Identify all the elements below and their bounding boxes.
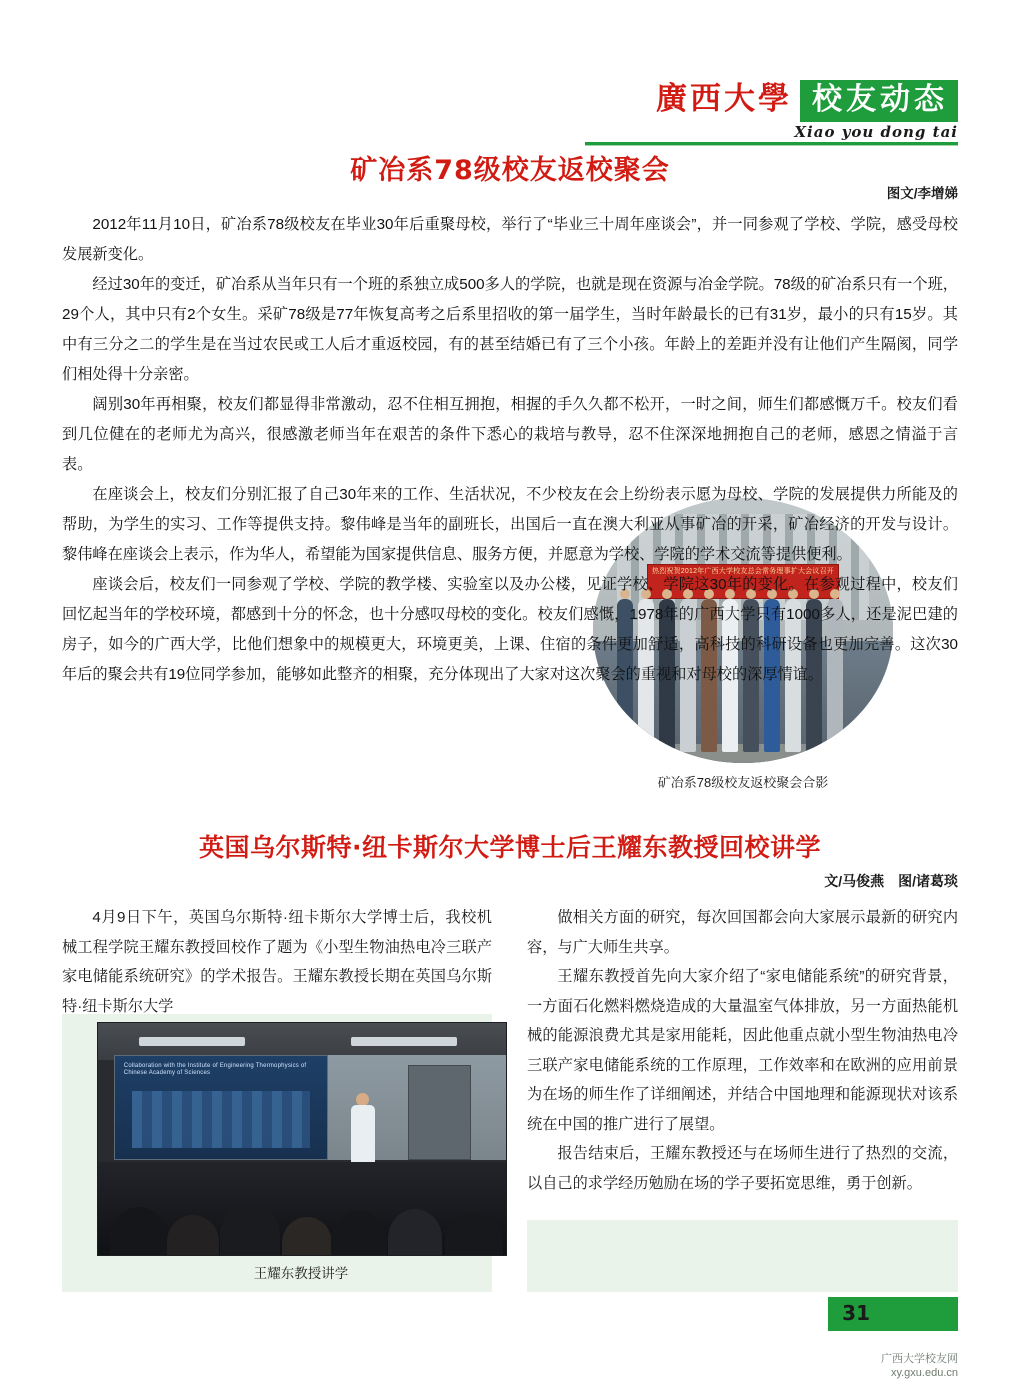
article2-paragraph: 王耀东教授首先向大家介绍了“家电储能系统”的研究背景，一方面石化燃料燃烧造成的大量温室气体排放，另一方面热能机械的能源浪费尤其是家用能耗，因此他重点就小型生物油热电冷三联产家电储能系统的工作原理，工作效率和在欧洲的应用前景为在场的师生作了详细阐述，并结合中国地理和能源现状对该系统在中国的推广进行了展望。 (527, 968, 958, 1133)
section-title-banner: 校友动态 (800, 80, 958, 122)
photo-speaker-body (351, 1105, 375, 1165)
masthead-rule-light (585, 145, 958, 146)
article1-photo-caption: 矿冶系78级校友返校聚会合影 (657, 775, 829, 790)
article1-paragraph: 座谈会后，校友们一同参观了学校、学院的教学楼、实验室以及办公楼，见证学校、学院这30年的变化。在参观过程中，校友们回忆起当年的学校环境，都感到十分的怀念，也十分感叹母校的变化。校友们感慨，1978年的广西大学只有1000多人，还是泥巴建的房子，如今的广西大学，比他们想象中的规模更大，环境更美，上课、住宿的条件更加舒适，高科技的科研设备也更加完善。这次30年后的聚会共有19位同学参加，能够如此整齐的相聚，充分体现出了大家对这次聚会的重视和对母校的深厚情谊。 (62, 576, 958, 683)
photo-door (408, 1065, 471, 1160)
projection-screen (114, 1055, 328, 1159)
lecture-photo (97, 1022, 507, 1256)
university-logo-text: 廣西大學 (656, 81, 792, 117)
article1-byline: 图文/李增娣 (886, 186, 958, 201)
article1-paragraph: 阔别30年再相聚，校友们都显得非常激动，忍不住相互拥抱，相握的手久久都不松开，一时之间，师生们都感慨万千。校友们看到几位健在的老师尤为高兴，很感激老师当年在艰苦的条件下悉心的栽培与教导，忍不住深深地拥抱自己的老师，感恩之情溢于言表。 (62, 396, 958, 473)
article1-body (62, 210, 958, 690)
article1-paragraph: 经过30年的变迁，矿冶系从当年只有一个班的系独立成500多人的学院，也就是现在资源与冶金学院。78级的矿冶系只有一个班，29个人，其中只有2个女生。采矿78级是77年恢复高考之后系里招收的第一届学生，当时年龄最长的已有31岁，最小的只有15岁。其中有三分之二的学生是在当过农民或工人后才重返校园，有的甚至结婚已有了三个小孩。年龄上的差距并没有让他们产生隔阂，同学们相处得十分亲密。 (62, 276, 958, 383)
projection-screen-image (132, 1091, 310, 1148)
photo-speaker-head (356, 1093, 369, 1106)
article2-panel-right (527, 1220, 958, 1292)
article2-byline: 文/马俊燕 图/诸葛琰 (824, 873, 958, 889)
article2-paragraph: 4月9日下午，英国乌尔斯特·纽卡斯尔大学博士后，我校机械工程学院王耀东教授回校作了题为《小型生物油热电冷三联产家电储能系统研究》的学术报告。王耀东教授长期在英国乌尔斯特·纽卡斯尔大学 (62, 909, 492, 1015)
article1-paragraph: 在座谈会上，校友们分别汇报了自己30年来的工作、生活状况，不少校友在会上纷纷表示愿为母校、学院的发展提供力所能及的帮助，为学生的实习、工作等提供支持。黎伟峰是当年的副班长，出国后一直在澳大利亚从事矿冶的开采，矿冶经济的开发与设计。黎伟峰在座谈会上表示，作为华人，希望能为国家提供信息、服务方便，并愿意为学校、学院的学术交流等提供便利。 (62, 486, 958, 563)
photo-ceiling-light (351, 1037, 457, 1046)
article1-title: 矿冶系78级校友返校聚会 (350, 155, 670, 186)
masthead (0, 80, 1020, 142)
article2-right-column (527, 903, 958, 1198)
projection-screen-text: Collaboration with the Institute of Engineering Thermophysics of Chinese Academy of Sciences (123, 1062, 307, 1077)
article2-paragraph: 做相关方面的研究，每次回国都会向大家展示最新的研究内容，与广大师生共享。 (527, 909, 958, 956)
masthead-pinyin: Xiao you dong tai (794, 123, 958, 141)
article1-paragraph: 2012年11月10日，矿冶系78级校友在毕业30年后重聚母校，举行了“毕业三十周年座谈会”，并一同参观了学校、学院，感受母校发展新变化。 (62, 216, 958, 263)
article2-title: 英国乌尔斯特·纽卡斯尔大学博士后王耀东教授回校讲学 (199, 833, 821, 862)
masthead-inner (656, 80, 958, 122)
footer-brand-url: xy.gxu.edu.cn (890, 1367, 958, 1379)
article2-left-column (62, 903, 492, 1021)
photo-ceiling-light (139, 1037, 245, 1046)
article2-photo-caption: 王耀东教授讲学 (253, 1266, 349, 1281)
article2-paragraph: 报告结束后，王耀东教授还与在场师生进行了热烈的交流，以自己的求学经历勉励在场的学子要拓宽思维，勇于创新。 (527, 1145, 958, 1192)
page-number: 31 (842, 1301, 870, 1325)
footer-brand-name: 广西大学校友网 (881, 1353, 958, 1365)
photo-red-banner: 热烈祝贺2012年广西大学校友总会常务理事扩大会议召开 (647, 564, 839, 598)
footer-brand (881, 1352, 958, 1380)
